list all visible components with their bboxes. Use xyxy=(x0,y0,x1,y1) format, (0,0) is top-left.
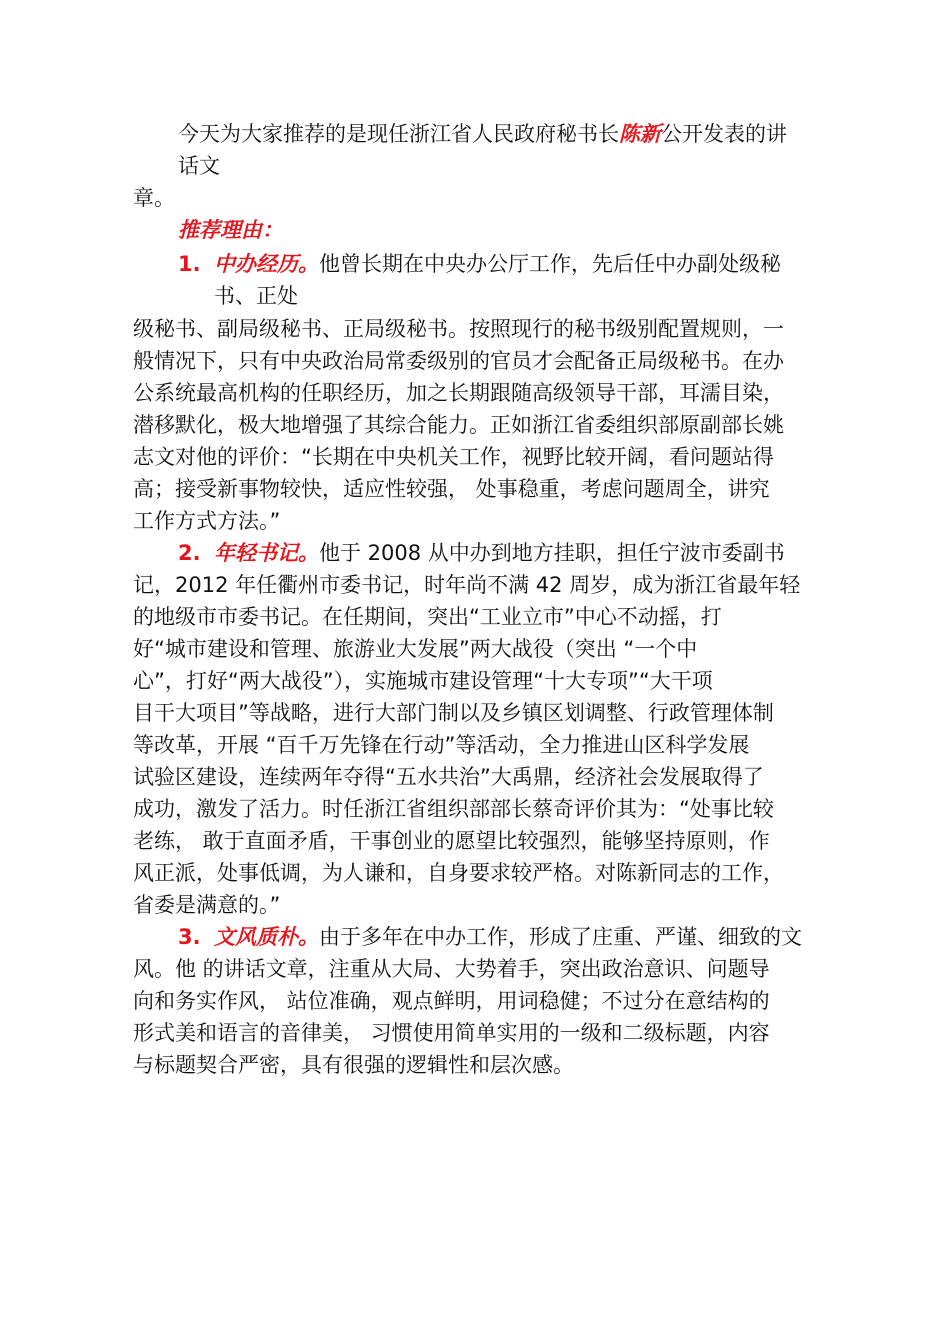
section-3-line: 风。他 的讲话文章，注重从大局、大势着手，突出政治意识、问题导 xyxy=(133,957,770,981)
section-2-first-line xyxy=(178,537,785,569)
section-2-line: 等改革，开展 “百千万先锋在行动”等活动，全力推进山区科学发展 xyxy=(133,733,750,757)
intro-text: 今天为大家推荐的是现任浙江省人民政府秘书长 xyxy=(178,122,619,146)
section-2-title: 年轻书记。 xyxy=(214,541,319,565)
intro-line-3: 章。 xyxy=(133,186,175,210)
section-3-first-line xyxy=(178,921,802,953)
section-2-line: 风正派，处事低调，为人谦和，自身要求较严格。对陈新同志的工作， xyxy=(133,861,784,885)
section-2-line: 试验区建设，连续两年夺得“五水共治”大禹鼎，经济社会发展取得了 xyxy=(133,765,764,789)
section-1-line: 级秘书、副局级秘书、正局级秘书。按照现行的秘书级别配置规则，一 xyxy=(133,317,784,341)
section-2-text: 他于 2008 从中办到地方挂职，担任宁波市委副书 xyxy=(319,541,785,565)
author-name: 陈新 xyxy=(619,122,661,146)
section-1-line: 高；接受新事物较快，适应性较强， 处事稳重，考虑问题周全，讲究 xyxy=(133,477,770,501)
section-1-line: 潜移默化，极大地增强了其综合能力。正如浙江省委组织部原副部长姚 xyxy=(133,413,784,437)
section-3-line: 形式美和语言的音律美， 习惯使用简单实用的一级和二级标题，内容 xyxy=(133,1021,770,1045)
intro-text-tail: 公开发表的讲 xyxy=(661,122,787,146)
section-2-line: 记，2012 年任衢州市委书记，时年尚不满 42 周岁，成为浙江省最年轻 xyxy=(133,573,801,597)
section-1-line: 公系统最高机构的任职经历，加之长期跟随高级领导干部，耳濡目染， xyxy=(133,381,784,405)
section-2-line: 成功，激发了活力。时任浙江省组织部部长蔡奇评价其为：“处事比较 xyxy=(133,797,774,821)
section-1-line: 书、正处 xyxy=(214,284,298,308)
intro-line-2: 话文 xyxy=(178,154,220,178)
section-1-line: 工作方式方法。” xyxy=(133,509,281,533)
section-2-line: 心”，打好“两大战役”），实施城市建设管理“十大专项”“大干项 xyxy=(133,669,713,693)
section-1-title: 中办经历。 xyxy=(214,252,319,276)
section-3-text: 由于多年在中办工作，形成了庄重、严谨、细致的文 xyxy=(319,925,802,949)
reasons-heading: 推荐理由： xyxy=(178,218,283,242)
section-1-line: 志文对他的评价：“长期在中央机关工作，视野比较开阔，看问题站得 xyxy=(133,445,774,469)
section-1-first-line xyxy=(178,248,781,280)
section-3-line: 与标题契合严密，具有很强的逻辑性和层次感。 xyxy=(133,1053,574,1077)
section-1-line: 般情况下，只有中央政治局常委级别的官员才会配备正局级秘书。在办 xyxy=(133,349,784,373)
section-1-text: 他曾长期在中央办公厅工作，先后任中办副处级秘 xyxy=(319,252,781,276)
section-1-number: 1. xyxy=(178,252,201,276)
section-2-number: 2. xyxy=(178,541,201,565)
section-3-line: 向和务实作风， 站位准确，观点鲜明，用词稳健；不过分在意结构的 xyxy=(133,989,770,1013)
section-2-line: 省委是满意的。” xyxy=(133,893,281,917)
section-2-line: 目干大项目”等战略，进行大部门制以及乡镇区划调整、行政管理体制 xyxy=(133,701,774,725)
section-2-line: 的地级市市委书记。在任期间，突出“工业立市”中心不动摇，打 xyxy=(133,605,722,629)
intro-line-1 xyxy=(178,118,787,150)
section-2-line: 老练， 敢于直面矛盾，干事创业的愿望比较强烈，能够坚持原则，作 xyxy=(133,829,770,853)
section-3-number: 3. xyxy=(178,925,201,949)
section-2-line: 好“城市建设和管理、旅游业大发展”两大战役（突出 “一个中 xyxy=(133,637,698,661)
section-3-title: 文风质朴。 xyxy=(214,925,319,949)
